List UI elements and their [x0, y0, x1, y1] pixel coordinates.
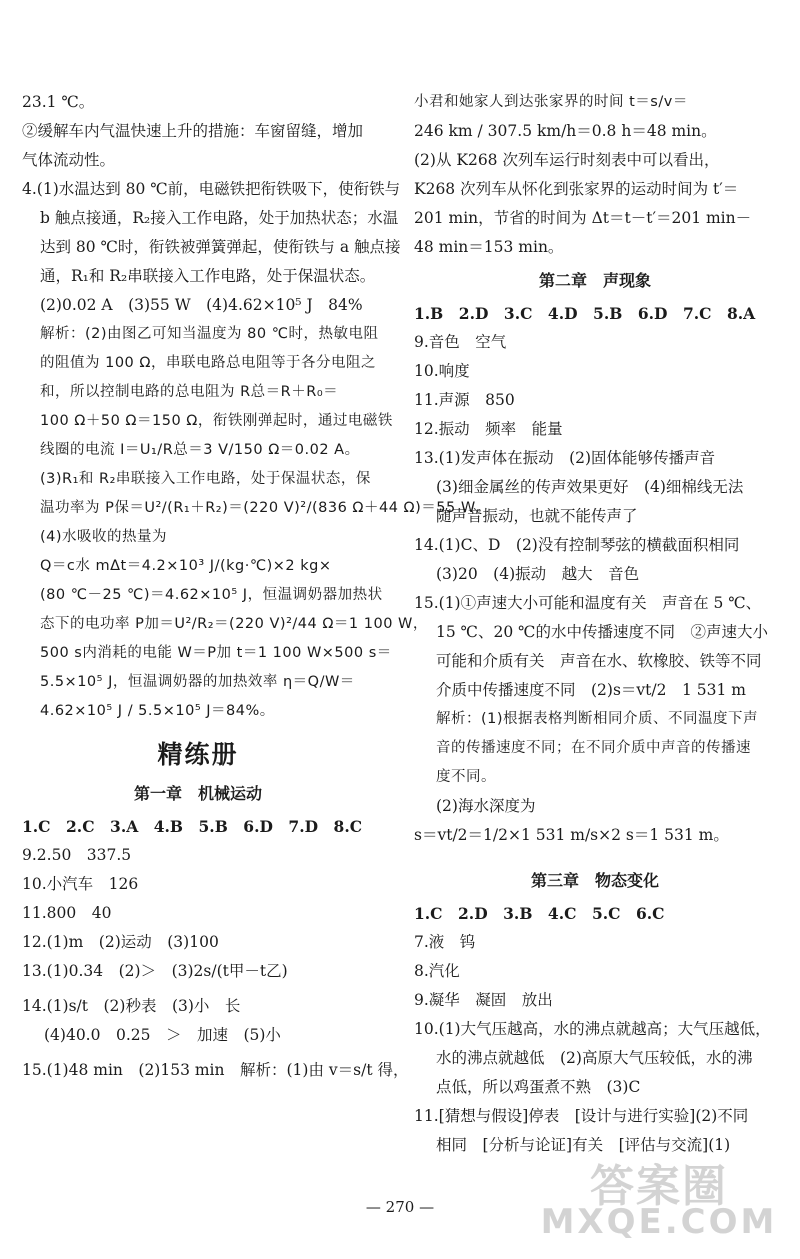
answer-line: (2)海水深度为: [436, 797, 536, 815]
explanation-line: 小君和她家人到达张家界的时间 t＝s/v＝: [414, 94, 688, 110]
explanation-line: 100 Ω＋50 Ω＝150 Ω，衔铁刚弹起时，通过电磁铁: [40, 413, 393, 429]
answer-line: 气体流动性。: [22, 151, 116, 169]
answer-line: 达到 80 ℃时，衔铁被弹簧弹起，使衔铁与 a 触点接: [40, 238, 401, 256]
answer-line: 10.(1)大气压越高，水的沸点就越高；大气压越低，: [414, 1020, 771, 1038]
answer-line: 13.(1)发声体在振动 (2)固体能够传播声音: [414, 449, 716, 467]
answer-line: s＝vt/2＝1/2×1 531 m/s×2 s＝1 531 m。: [414, 826, 729, 844]
answer-line: 8.汽化: [414, 962, 460, 980]
answer-line: (3)20 (4)振动 越大 音色: [436, 565, 640, 583]
answer-line: 12.振动 频率 能量: [414, 420, 563, 438]
answer-line: 13.(1)0.34 (2)＞ (3)2s/(t甲－t乙): [22, 962, 288, 980]
explanation-line: Q＝c水 mΔt＝4.2×10³ J/(kg·℃)×2 kg×: [40, 558, 332, 574]
answer-line: 9.凝华 凝固 放出: [414, 991, 553, 1009]
explanation-line: 音的传播速度不同；在不同介质中声音的传播速: [436, 740, 751, 756]
answer-line: 15.(1)48 min (2)153 min 解析：(1)由 v＝s/t 得，: [22, 1061, 409, 1079]
answer-line: 通，R₁和 R₂串联接入工作电路，处于保温状态。: [40, 267, 376, 285]
answer-line: 12.(1)m (2)运动 (3)100: [22, 933, 219, 951]
chapter-title: 第一章 机械运动: [133, 784, 262, 803]
page-number: — 270 —: [365, 1198, 435, 1216]
answer-line: 48 min＝153 min。: [414, 238, 564, 256]
explanation-line: 4.62×10⁵ J / 5.5×10⁵ J＝84%。: [40, 703, 275, 719]
answer-line: 14.(1)s/t (2)秒表 (3)小 长: [22, 997, 241, 1015]
answer-line: 9.音色 空气: [414, 333, 507, 351]
answer-line: 23.1 ℃。: [22, 93, 95, 111]
explanation-line: 解析：(1)根据表格判断相同介质、不同温度下声: [436, 711, 759, 727]
explanation-line: 解析：(2)由图乙可知当温度为 80 ℃时，热敏电阻: [40, 326, 379, 342]
answer-line: 15.(1)①声速大小可能和温度有关 声音在 5 ℃、: [414, 594, 762, 612]
answer-line: 15 ℃、20 ℃的水中传播速度不同 ②声速大小: [436, 623, 768, 641]
answer-line: 7.液 钨: [414, 933, 476, 951]
section-title: 精练册: [157, 740, 239, 769]
answer-line: (3)细金属丝的传声效果更好 (4)细棉线无法: [436, 478, 744, 496]
explanation-line: 的阻值为 100 Ω，串联电路总电阻等于各分电阻之: [40, 355, 376, 371]
answer-line: 9.2.50 337.5: [22, 846, 132, 864]
answer-line: 1.B 2.D 3.C 4.D 5.B 6.D 7.C 8.A: [414, 304, 756, 323]
answer-line: (2)从 K268 次列车运行时刻表中可以看出，: [414, 151, 720, 169]
answer-line: K268 次列车从怀化到张家界的运动时间为 t′＝: [414, 180, 739, 198]
watermark-url: MXQE.COM: [540, 1202, 778, 1242]
answer-line: 4.(1)水温达到 80 ℃前，电磁铁把衔铁吸下，使衔铁与: [22, 180, 401, 198]
explanation-line: (80 ℃－25 ℃)＝4.62×10⁵ J，恒温调奶器加热状: [40, 587, 383, 603]
answer-line: 水的沸点就越低 (2)高原大气压较低，水的沸: [436, 1049, 753, 1067]
explanation-line: 5.5×10⁵ J，恒温调奶器的加热效率 η＝Q/W＝: [40, 674, 355, 690]
explanation-line: 和，所以控制电路的总电阻为 R总＝R＋R₀＝: [40, 384, 339, 400]
chapter-title: 第二章 声现象: [538, 271, 651, 290]
explanation-line: 度不同。: [436, 769, 496, 785]
answer-line: 介质中传播速度不同 (2)s＝vt/2 1 531 m: [436, 681, 746, 699]
explanation-line: 线圈的电流 I＝U₁/R总＝3 V/150 Ω＝0.02 A。: [40, 442, 360, 458]
answer-line: (2)0.02 A (3)55 W (4)4.62×10⁵ J 84%: [40, 296, 363, 314]
answer-line: (4)40.0 0.25 ＞ 加速 (5)小: [44, 1026, 281, 1044]
answer-line: ②缓解车内气温快速上升的措施：车窗留缝，增加: [22, 122, 364, 140]
answer-line: b 触点接通，R₂接入工作电路，处于加热状态；水温: [40, 209, 399, 227]
answer-line: 1.C 2.C 3.A 4.B 5.B 6.D 7.D 8.C: [22, 817, 363, 836]
answer-line: 点低，所以鸡蛋煮不熟 (3)C: [436, 1078, 641, 1096]
answer-line: 10.响度: [414, 362, 470, 380]
answer-line: 相同 [分析与论证]有关 [评估与交流](1): [436, 1136, 731, 1154]
chapter-title: 第三章 物态变化: [530, 871, 659, 890]
answer-line: 11.声源 850: [414, 391, 515, 409]
answer-line: 随声音振动，也就不能传声了: [436, 507, 638, 525]
explanation-line: 500 s内消耗的电能 W＝P加 t＝1 100 W×500 s＝: [40, 645, 392, 661]
answer-line: 1.C 2.D 3.B 4.C 5.C 6.C: [414, 904, 665, 923]
explanation-line: 温功率为 P保＝U²/(R₁＋R₂)＝(220 V)²/(836 Ω＋44 Ω)＝55 W。: [40, 500, 491, 516]
right-column: [414, 88, 776, 1160]
answer-line: 可能和介质有关 声音在水、软橡胶、铁等不同: [436, 652, 762, 670]
answer-line: 10.小汽车 126: [22, 875, 139, 893]
answer-line: 11.800 40: [22, 904, 112, 922]
answer-line: 201 min，节省的时间为 Δt＝t－t′＝201 min－: [414, 209, 752, 227]
explanation-line: (3)R₁和 R₂串联接入工作电路，处于保温状态，保: [40, 471, 371, 487]
explanation-line: 态下的电功率 P加＝U²/R₂＝(220 V)²/44 Ω＝1 100 W，: [40, 616, 428, 632]
answer-line: 246 km / 307.5 km/h＝0.8 h＝48 min。: [414, 122, 717, 140]
explanation-line: (4)水吸收的热量为: [40, 529, 168, 545]
answer-line: 14.(1)C、D (2)没有控制琴弦的横截面积相同: [414, 536, 740, 554]
answer-line: 11.[猜想与假设]停表 [设计与进行实验](2)不同: [414, 1107, 749, 1125]
watermark-text: 答案圈: [590, 1161, 728, 1212]
